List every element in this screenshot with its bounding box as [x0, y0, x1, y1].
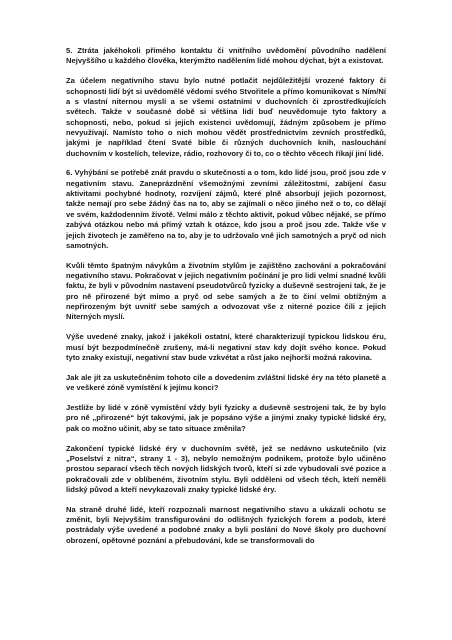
paragraph-transfiguration: Na straně druhé lidé, kteří rozpoznali marnost negativního stavu a ukázali ochotu se změnit, byli Nejvyšším transfigurováni do odlišných fyzických forem a podob, které postrádaly výše uvedené a podobné znaky a byli posláni do Nové školy pro duchovní obrození, opětovné poznání a přebudování, kde se transformovali do — [66, 504, 386, 545]
paragraph-point-6: 6. Vyhýbání se potřebě znát pravdu o skutečnosti a o tom, kdo lidé jsou, proč jsou zde v negativním stavu. Zaneprázdnění všemožnými zevními záležitostmi, zabíjení času aktivitami pochybné hodnoty, rozvíjení zájmů, které plně absorbují jejich pozornost, takže nemají pro sebe žádný čas na to, aby se zajímali o něco jiného než o to, co dělají ve svém, každodenním životě. Velmi málo z těchto aktivit, pokud vůbec nějaké, se přímo zabývá otázkou nebo má přímý vztah k otázce, kdo jsou a proč jsou zde. Takže vše v jejich životech je zaměřeno na to, aby je to udržovalo vně jich samotných a pryč od nich samotných. — [66, 168, 386, 250]
paragraph-question-how: Jak ale jít za uskutečněním tohoto cíle a dovedením zvláštní lidské éry na této planetě a ve veškeré zóně vymístění k jejímu konci? — [66, 372, 386, 393]
paragraph-bad-habits: Kvůli těmto špatným návykům a životním stylům je zajištěno zachování a pokračování negativního stavu. Pokračovat v jejich negativním počínání je pro lidi velmi snadné kvůli faktu, že byli v původním nastavení pseudotvůrců fyzicky a duševně sestrojeni tak, že je pro ně přirozené být mimo a pryč od sebe samých a že to činí velmi obtížným a nepřirozeným být uvnitř sebe samých a odvozovat vše z niterné pozice čili z jejich Niterných myslí. — [66, 260, 386, 322]
paragraph-spiritual-world: Zakončení typické lidské éry v duchovním světě, jež se nedávno uskutečnilo (viz „Poselství z nitra“, strany 1 - 3), nebylo nemožným podnikem, protože bylo učiněno prostou separací všech těch nových lidských tvorů, kteří si zde vybudovali své pozice a pokračovali zde v oblíbeném, životním stylu. Byli odděleni od všech těch, kteří neměli lidský původ a kteří nevykazovali znaky typické lidské éry. — [66, 443, 386, 494]
paragraph-suppression: Za účelem negativního stavu bylo nutné potlačit nejdůležitější vrozené faktory či schopnosti lidí být si uvědomělé vědomi svého Stvořitele a přímo komunikovat s Ním/Ní a s vlastní niternou myslí a se všemi ostatními v duchovních či zprostředkujících světech. Takže v současné době si většina lidí buď neuvědomuje tyto faktory a schopnosti, nebo, pokud si jejich existenci uvědomují, žádným způsobem je přímo nevyužívají. Namísto toho o nich mohou vědět prostřednictvím zevních prostředků, jakými je například čtení Svaté bible či různých duchovních knih, naslouchání duchovním v kostelích, televize, rádio, rozhovory či to, co o těchto věcech říkají jiní lidé. — [66, 76, 386, 158]
paragraph-point-5: 5. Ztráta jakéhokoli přímého kontaktu či vnitřního uvědomění původního nadělení Nejvyššího u každého člověka, kterýmžto nadělením lidé mohou dýchat, být a existovat. — [66, 46, 386, 66]
paragraph-abolish-signs: Výše uvedené znaky, jakož i jakékoli ostatní, které charakterizují typickou lidskou éru, musí být bezpodmínečně zrušeny, má-li negativní stav kdy dojít svého konce. Pokud tyto znaky existují, negativní stav bude vzkvétat a růst jako nejhorší možná rakovina. — [66, 332, 386, 362]
paragraph-question-change: Jestliže by lidé v zóně vymístění vždy byli fyzicky a duševně sestrojeni tak, že by bylo pro ně „přirozené“ být takovými, jak je popsáno výše a jinými znaky typické lidské éry, pak co možno učinit, aby se tato situace změnila? — [66, 402, 386, 433]
